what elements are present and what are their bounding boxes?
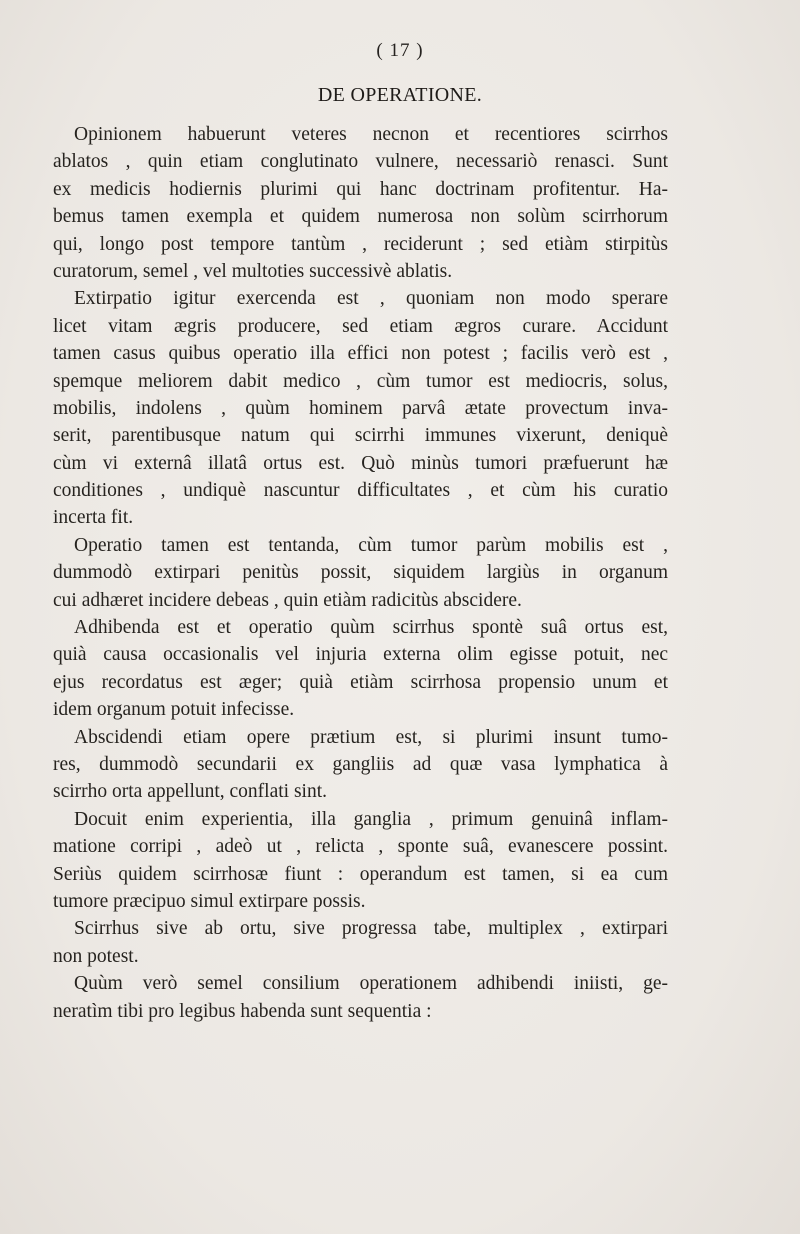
text-line: cui adhæret incidere debeas , quin etiàm radicitùs abscidere. [53,589,522,611]
text-line: curatorum, semel , vel multoties successivè ablatis. [53,260,453,282]
text-line: neratìm tibi pro legibus habenda sunt sequentia : [53,1000,432,1022]
text-line: Seriùs quidem scirrhosæ fiunt : operandum est tamen, si ea cum [53,863,668,885]
text-line: Adhibenda est et operatio quùm scirrhus spontè suâ ortus est, [74,617,668,639]
page-number: ( 17 ) [376,40,424,61]
text-line: quià causa occasionalis vel injuria externa olim egisse potuit, nec [53,644,668,666]
text-line: Operatio tamen est tentanda, cùm tumor parùm mobilis est , [74,534,668,556]
text-line: spemque meliorem dabit medico , cùm tumor est mediocris, solus, [53,370,668,392]
text-line: idem organum potuit infecisse. [53,699,295,721]
section-heading: DE OPERATIONE. [317,84,483,106]
text-line: Quùm verò semel consilium operationem adhibendi iniisti, ge- [74,973,668,995]
text-line: res, dummodò secundarii ex gangliis ad quæ vasa lymphatica à [53,753,668,775]
text-line: serit, parentibusque natum qui scirrhi immunes vixerunt, deniquè [53,425,668,447]
text-line: Opinionem habuerunt veteres necnon et recentiores scirrhos [74,124,668,145]
text-line: matione corripi , adeò ut , relicta , sponte suâ, evanescere possint. [53,836,668,858]
text-line: licet vitam ægris producere, sed etiam ægros curare. Accidunt [53,315,668,337]
body-text [53,121,668,1025]
text-line: Abscidendi etiam opere prætium est, si plurimi insunt tumo- [74,726,668,748]
text-line: incerta fit. [53,507,134,529]
text-line: non potest. [53,945,139,967]
text-line: bemus tamen exempla et quidem numerosa non solùm scirrhorum [53,206,668,228]
text-line: Scirrhus sive ab ortu, sive progressa tabe, multiplex , extirpari [74,918,668,940]
text-line: scirrho orta appellunt, conflati sint. [53,781,328,803]
text-line: Extirpatio igitur exercenda est , quoniam non modo sperare [74,288,668,310]
text-line: cùm vi externâ illatâ ortus est. Quò minùs tumori præfuerunt hæ [53,452,668,474]
text-line: mobilis, indolens , quùm hominem parvâ ætate provectum inva- [53,397,668,419]
text-line: tumore præcipuo simul extirpare possis. [53,890,366,912]
text-line: Docuit enim experientia, illa ganglia , primum genuinâ inflam- [74,808,668,830]
text-line: ablatos , quin etiam conglutinato vulnere, necessariò renasci. Sunt [53,151,668,173]
text-line: qui, longo post tempore tantùm , reciderunt ; sed etiàm stirpitùs [53,233,668,255]
text-line: ejus recordatus est æger; quià etiàm scirrhosa propensio unum et [53,671,668,693]
text-line: conditiones , undiquè nascuntur difficultates , et cùm his curatio [53,480,668,502]
text-line: ex medicis hodiernis plurimi qui hanc doctrinam profitentur. Ha- [53,178,668,200]
text-line: tamen casus quibus operatio illa effici non potest ; facilis verò est , [53,343,668,365]
text-line: dummodò extirpari penitùs possit, siquidem largiùs in organum [53,562,668,584]
